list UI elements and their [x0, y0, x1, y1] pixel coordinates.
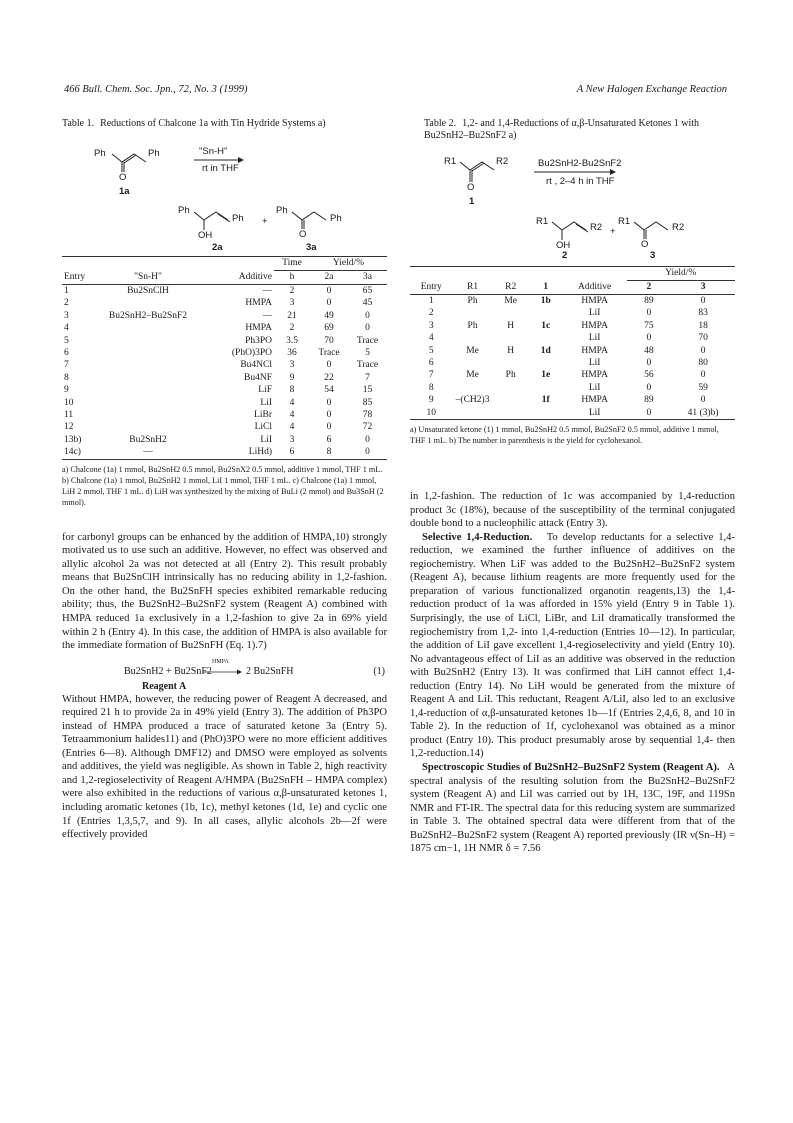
table1-footnotes: a) Chalcone (1a) 1 mmol, Bu2SnH2 0.5 mmol, Bu2SnX2 0.5 mmol, additive 1 mmol, THF 1 mL. b) Chalcone (1a) 1 mmol, Bu2SnH2 1 mmol, LiI 1 mmol, THF 1 mL. c) Chalcone (1a) 1 mmol, LiH 2 mmol, THF 1 mL. d) LiH was synthesized by the mixing of BuLi (2 mmol) and Bu3SnH (2 mmol). [62, 464, 384, 507]
table2-cell-k: 1c [541, 320, 551, 331]
table1-cell-snh [102, 347, 194, 359]
table1-label: Table 1. [62, 118, 95, 129]
table2-cell-entry: 4 [428, 333, 434, 344]
table2-cell-y3: 18 [698, 320, 708, 331]
table2-cell-y3: 59 [698, 382, 708, 393]
table1-cell-time: 3 [289, 298, 295, 309]
table1-head-snh: "Sn-H" [102, 271, 194, 285]
table2-cell-entry: 9 [428, 395, 434, 406]
table2-cell-y3: 70 [698, 333, 708, 344]
table1-row [62, 409, 387, 421]
p2-ph-right: Ph [232, 213, 244, 224]
table2-row [410, 357, 735, 369]
table2-cell-k: 1f [541, 395, 550, 406]
reaction-conditions: rt in THF [202, 163, 239, 174]
p2-label-2a: 2a [212, 242, 223, 253]
table1-cell-y2: Trace [318, 348, 340, 359]
right-body [410, 490, 735, 856]
table2-head-r1: R1 [453, 281, 493, 295]
table1-head-2a: 2a [310, 271, 348, 285]
table2-cell-additive: HMPA [581, 370, 608, 381]
table1-row [62, 397, 387, 409]
table1-row [62, 285, 387, 298]
p3b-r2: R2 [672, 222, 685, 233]
table1-cell-snh: Bu2SnH2–Bu2SnF2 [108, 310, 188, 321]
table2-head-r2: R2 [493, 281, 529, 295]
table1-head-3a: 3a [348, 271, 387, 285]
eq-arrow [203, 668, 243, 676]
table1-cell-y2: 0 [326, 286, 332, 296]
p2-oh: OH [198, 230, 213, 241]
table1-cell-additive: LiHd) [194, 446, 274, 459]
table2-cell-y2: 0 [627, 407, 672, 420]
table2-cell-additive: LiI [563, 407, 627, 420]
table2-head-3: 3 [671, 281, 735, 295]
table1-cell-entry: 8 [64, 372, 69, 383]
p2b-r2: R2 [590, 222, 603, 233]
table1-head-h: h [274, 271, 310, 285]
left-body [62, 531, 387, 842]
table2-cell-r1: Me [466, 345, 479, 356]
table1-cell-additive: HMPA [245, 323, 272, 334]
sm2-label-1: 1 [469, 196, 475, 207]
eq-reagent-a: Reagent A [142, 680, 187, 692]
p3-label-3a: 3a [306, 242, 317, 253]
p3-ph-right: Ph [330, 213, 342, 224]
table1-head-yield: Yield/% [310, 257, 387, 271]
section-body-14-reduction: To develop reductants for a selective 1,4-reduction, we examined the further influence of additives on the regiochemistry. When LiF was added to the Bu2SnH2–Bu2SnF2 system (Reagent A), because lithium reagents are more frequently used for the preparation of various functionalized organotin reagents,13) the 1,4-reduction product of 1a was afforded in 15% yield (Entry 9 in Table 1). Surprisingly, the use of LiCl, LiBr, and LiI dramatically transformed the regiochemistry from 1,2- into 1,4-reduction (Entries 10—12). In particular, the addition of LiI gave excellent 1,4-regioselectivity and yield (Entry 10). No advantageous effect of LiI as an additive was observed in the reduction with Bu2SnH2 (Entry 13). It was confirmed that LiH cannot effect 1,4-reduction (Entry 14). No LiH would be generated from the mixture of Reagent A and LiI. This reductant, Reagent A/LiI, also led to an exclusive 1,4-reduction of α,β-unsaturated ketones 1b—1f (Entries 2,4,6, 8, and 10 in Table 2). In the reduction of 1f, cyclohexanol was obtained as a minor product (Entry 10). This product presumably arose by sequential 1,4- then 1,2-reduction.14) [410, 531, 735, 760]
table2-cell-k: 1d [540, 345, 551, 356]
table2-cell-r1 [453, 382, 493, 394]
table2-cell-k [529, 307, 563, 319]
table1-cell-snh [102, 322, 194, 334]
table2-cell-y2: 0 [646, 358, 652, 369]
sm2-oxygen: O [467, 182, 475, 193]
table1-cell-snh [102, 421, 194, 433]
sm-oxygen: O [119, 172, 127, 183]
table2-cell-additive: LiI [588, 308, 601, 319]
table2-row [410, 295, 735, 308]
table1-row [62, 421, 387, 433]
table1-cell-time: 3 [289, 434, 295, 445]
sm-ph-left: Ph [94, 148, 106, 159]
table1-cell-additive: LiF [258, 385, 272, 396]
table1-cell-time: 9 [289, 372, 295, 383]
p2b-oh: OH [556, 240, 571, 251]
equation-1 [62, 653, 387, 693]
table2-cell-y2: 89 [644, 296, 654, 306]
table1-cell-snh [102, 409, 194, 421]
table2-row [410, 320, 735, 332]
sm2-r1: R1 [444, 156, 457, 167]
table2-cell-additive: HMPA [581, 296, 608, 306]
table2-row [410, 407, 735, 420]
table1-cell-time: 2 [289, 323, 295, 334]
table1-cell-additive: LiI [260, 397, 272, 408]
table1-cell-entry: 14c) [62, 446, 102, 459]
scheme-plus: + [262, 216, 268, 227]
table2-cell-k: 1b [540, 296, 551, 306]
table1-row [62, 310, 387, 322]
table2-cell-r2: Ph [505, 370, 516, 381]
table2-cell-y2: 56 [644, 370, 654, 381]
table2-head-entry: Entry [410, 281, 453, 295]
table2-head-2: 2 [627, 281, 672, 295]
table2-scheme [410, 142, 735, 260]
table2-cell-r2: H [507, 320, 515, 331]
left-column [62, 118, 387, 842]
table1-cell-time: 6 [274, 446, 310, 459]
left-paragraph-1: for carbonyl groups can be enhanced by the addition of HMPA,10) strongly motivated us to use such an additive. However, no effect was observed and allylic alcohol 2a was not detected at all (Entry 2). This result probably means that Bu2SnClH intrinsically has no reducing ability in 1,2-fashion. On the other hand, the Bu2SnFH species exhibited remarkable reducing ability; thus, the Bu2SnH2–Bu2SnF2 system (Reagent A) combined with HMPA reduced 1a exclusively in a 1,2-fashion to give 2a in 69% yield within 2 h (Entry 4). In this case, the addition of HMPA is also available for the immediate formation of Bu2SnFH (Eq. 1).7) [62, 531, 387, 652]
table2-cell-k [529, 382, 563, 394]
table1-cell-y2: 54 [324, 385, 334, 396]
table1-cell-entry: 5 [64, 335, 69, 346]
table2-data [410, 266, 735, 420]
table2-cell-y3: 0 [700, 296, 706, 306]
table2-footnotes: a) Unsaturated ketone (1) 1 mmol, Bu2SnH2 0.5 mmol, Bu2SnF2 0.5 mmol, additive 1 mmol, THF 1 mL. b) The number in parenthesis is the yield for cyclohexanol. [410, 425, 719, 446]
running-header-left: 466 Bull. Chem. Soc. Jpn., 72, No. 3 (1999) [64, 84, 248, 95]
table2-header-row1 [410, 267, 735, 281]
eq-condition: HMPA [212, 658, 229, 665]
eq-number: (1) [373, 665, 385, 677]
table1-cell-entry: 4 [64, 323, 69, 334]
table1-head-additive: Additive [194, 271, 274, 285]
table1-data [62, 256, 387, 460]
table2-cell-additive: LiI [588, 358, 601, 369]
table2-cell-k [529, 357, 563, 369]
table2-cell-r1 [453, 407, 493, 420]
table2-caption [410, 118, 735, 142]
table2-cell-entry: 7 [428, 370, 434, 381]
table1-cell-entry: 7 [64, 360, 69, 371]
table1-cell-additive: — [262, 286, 272, 296]
table1-cell-time: 36 [287, 348, 297, 359]
table2-row [410, 332, 735, 344]
table2-body [410, 295, 735, 420]
table1-cell-time: 2 [289, 286, 295, 296]
table2-cell-y2: 0 [646, 333, 652, 344]
table1-cell-y2: 0 [326, 360, 332, 371]
table1-cell-y3: 5 [365, 348, 370, 359]
table2-cell-k [529, 407, 563, 420]
table1-row [62, 434, 387, 446]
table1-cell-y2: 8 [310, 446, 348, 459]
table2-head-1: 1 [529, 281, 563, 295]
right-paragraph-2 [410, 531, 735, 761]
table1-row [62, 322, 387, 334]
table2-cell-r1 [453, 307, 493, 319]
table1-cell-y3: 78 [362, 410, 373, 421]
table2-cell-y2: 89 [644, 395, 654, 406]
right-paragraph-1: in 1,2-fashion. The reduction of 1c was accompanied by 1,4-reduction product 3c (18%), because of the susceptibility of the terminal conjugated double bond to a nucleophilic attack (Entry 3). [410, 491, 735, 530]
p2b-r1: R1 [536, 216, 549, 227]
table1-caption [62, 118, 387, 130]
table1-cell-y3: 0 [365, 434, 370, 445]
table2-cell-entry: 6 [428, 358, 434, 369]
table1-cell-time: 4 [289, 410, 295, 421]
table1-cell-y2: 22 [324, 372, 334, 383]
table2-cell-r2 [493, 307, 529, 319]
reagent-bu2snh2-bu2snf2: Bu2SnH2-Bu2SnF2 [538, 158, 622, 169]
table2-cell-entry: 5 [428, 345, 434, 356]
left-paragraph-2: Without HMPA, however, the reducing power of Reagent A decreased, and required 21 h to provide 2a in 49% yield (Entry 3). The addition of Ph3PO instead of HMPA produced a trace of saturated ketone 3a (Entry 5). Tetraammonium halides11) and (PhO)3PO were no more efficient additives (Entries 6—8). Although DMF12) and DMSO were employed as solvents and additives, the yield was negligible. As shown in Table 2, high reactivity and 1,2-regioselectivity of Reagent A/HMPA (Bu2SnFH – HMPA complex) were also exhibited in the reductions of various α,β-unsaturated ketones 1, including aromatic ketones (1b, 1c), methyl ketones (1d, 1e) and cyclic one 1f (Entries 1,3,5,7, and 9). In all cases, allylic alcohols 2b—2f were effectively provided [62, 693, 387, 841]
right-column [410, 118, 735, 856]
table2-cell-r1 [453, 332, 493, 344]
scheme2-plus: + [610, 226, 616, 237]
table2-cell-r2 [493, 407, 529, 420]
table2-cell-y3: 0 [700, 345, 706, 356]
table1-cell-additive: LiCl [254, 422, 272, 433]
sm-ph-right: Ph [148, 148, 160, 159]
table2-row [410, 394, 735, 406]
table1-cell-y3: Trace [356, 335, 379, 346]
table1-cell-y3: 72 [362, 422, 373, 433]
reaction-conditions-2: rt , 2–4 h in THF [546, 176, 615, 187]
table1-cell-y3: 15 [362, 385, 373, 396]
p2b-label-2: 2 [562, 250, 568, 261]
table2-cell-y3: 80 [698, 358, 708, 369]
table2-cell-entry: 10 [410, 407, 453, 420]
table1-cell-snh [102, 359, 194, 371]
table2-cell-r2 [493, 357, 529, 369]
table1-cell-entry: 13b) [64, 434, 82, 445]
p2-ph-left: Ph [178, 205, 190, 216]
table2-row [410, 307, 735, 319]
table1-row [62, 359, 387, 371]
table2-cell-r1: Me [466, 370, 479, 381]
table1-row [62, 384, 387, 396]
table1-cell-y3: 85 [362, 397, 373, 408]
table1-cell-y3: 65 [362, 286, 373, 296]
table1-cell-additive: — [262, 310, 272, 321]
table1-cell-y2: 0 [326, 422, 332, 433]
table2-cell-additive: LiI [588, 333, 601, 344]
table2-row [410, 369, 735, 381]
table2-cell-y3: 0 [700, 395, 706, 406]
eq-right-side: 2 Bu2SnFH [246, 665, 294, 677]
table2-cell-additive: HMPA [581, 395, 608, 406]
table2-cell-entry: 8 [428, 382, 434, 393]
table2-cell-additive: HMPA [581, 345, 608, 356]
table2-cell-y2: 0 [646, 382, 652, 393]
table2-row [410, 345, 735, 357]
table1-header-row1 [62, 257, 387, 271]
table1-cell-time: 3 [289, 360, 295, 371]
table2-label: Table 2. [424, 118, 457, 129]
table1-cell-y3: 0 [348, 446, 387, 459]
table1-row [62, 297, 387, 309]
p3b-oxygen: O [641, 239, 649, 250]
table1-cell-entry: 12 [64, 422, 74, 433]
table2-cell-k [529, 332, 563, 344]
table1-cell-entry: 3 [64, 310, 69, 321]
table1-row [62, 446, 387, 459]
table1-cell-y3: 0 [365, 323, 370, 334]
table1-cell-y2: 70 [324, 335, 334, 346]
table1-cell-time: 4 [289, 422, 295, 433]
running-header-right: A New Halogen Exchange Reaction [576, 84, 727, 95]
table1-row [62, 372, 387, 384]
sm-label-1a: 1a [119, 186, 130, 197]
section-heading-14-reduction: Selective 1,4-Reduction. [422, 531, 533, 543]
table1-cell-additive: Bu4NCl [240, 360, 272, 371]
table1-cell-snh [102, 397, 194, 409]
table2-cell-additive: LiI [588, 382, 601, 393]
table1-cell-y2: 6 [326, 434, 332, 445]
table2-cell-k: 1e [541, 370, 551, 381]
table2-header-row2 [410, 281, 735, 295]
table1-cell-time: 21 [287, 310, 297, 321]
table1-cell-y3: Trace [356, 360, 379, 371]
table1-cell-snh: Bu2SnH2 [129, 434, 167, 445]
eq-left-side: Bu2SnH2 + Bu2SnF2 [124, 665, 212, 677]
table1-cell-entry: 9 [64, 385, 69, 396]
table1-cell-y2: 0 [326, 410, 332, 421]
table1-cell-y2: 0 [326, 397, 332, 408]
table2-cell-y2: 0 [646, 308, 652, 319]
table2-cell-r2 [493, 394, 529, 406]
table1-cell-snh [102, 335, 194, 347]
sm2-r2: R2 [496, 156, 509, 167]
table2-cell-entry: 2 [428, 308, 434, 319]
table1-row [62, 347, 387, 359]
table1-cell-snh: Bu2SnClH [127, 286, 169, 296]
table1-cell-entry: 2 [64, 298, 69, 309]
table1-cell-snh: — [102, 446, 194, 459]
table1-cell-y2: 69 [324, 323, 334, 334]
table1-cell-time: 8 [289, 385, 295, 396]
table1-cell-y2: 49 [324, 310, 334, 321]
table2-cell-r2: Me [504, 296, 518, 306]
table1-cell-y3: 45 [362, 298, 373, 309]
table2-head-yield: Yield/% [627, 267, 735, 281]
p3-ph-left: Ph [276, 205, 288, 216]
p3b-r1: R1 [618, 216, 631, 227]
table1-cell-additive: Ph3PO [245, 335, 272, 346]
table2-title: 1,2- and 1,4-Reductions of α,β-Unsaturated Ketones 1 with Bu2SnH2–Bu2SnF2 a) [424, 118, 700, 141]
p3-oxygen: O [299, 229, 307, 240]
table2-cell-additive: HMPA [581, 320, 608, 331]
table1-cell-time: 4 [289, 397, 295, 408]
table1-cell-snh [102, 372, 194, 384]
table2-cell-y3: 0 [700, 370, 706, 381]
table2-cell-y2: 48 [644, 345, 654, 356]
table1-head-entry: Entry [62, 271, 102, 285]
table1-scheme [62, 130, 387, 242]
table1-body [62, 285, 387, 460]
table1-cell-additive: (PhO)3PO [231, 348, 272, 359]
table2-cell-r2: H [507, 345, 515, 356]
table2-cell-r2 [493, 382, 529, 394]
table2-cell-r2 [493, 332, 529, 344]
table1-head-time: Time [274, 257, 310, 271]
table1-cell-additive: HMPA [245, 298, 272, 309]
table1-title: Reductions of Chalcone 1a with Tin Hydride Systems a) [100, 118, 326, 129]
table2-cell-r1: Ph [467, 296, 478, 306]
table1-cell-y3: 7 [365, 372, 370, 383]
table1-cell-time: 3.5 [286, 335, 298, 346]
table1-header-row2 [62, 271, 387, 285]
table1-cell-additive: Bu4NF [244, 372, 272, 383]
table1-cell-snh [102, 384, 194, 396]
table1-row [62, 335, 387, 347]
table1-cell-entry: 6 [64, 348, 69, 359]
table1-cell-entry: 10 [64, 397, 74, 408]
section-body-spectroscopic: A spectral analysis of the resulting solution from the Bu2SnH2–Bu2SnF2 system (Reagent A) and LiI was carried out by 1H, 13C, 19F, and 119Sn NMR and FT-IR. The spectral data for this reducing system are summarized in Table 3. The obtained spectral data were different from that of the Bu2SnH2–Bu2SnF2 system (Reagent A) reported previously (IR ν(Sn–H) = 1875 cm−1, 1H NMR δ = 7.56 [410, 762, 735, 855]
table2-cell-entry: 3 [428, 320, 434, 331]
table1-cell-snh [102, 297, 194, 309]
table2-cell-entry: 1 [428, 296, 434, 306]
table2-cell-y2: 75 [644, 320, 654, 331]
table1-cell-additive: LiI [260, 434, 272, 445]
table1-cell-y3: 0 [365, 310, 370, 321]
table2-cell-r1 [453, 357, 493, 369]
table1-cell-entry: 11 [64, 410, 74, 421]
section-heading-spectroscopic: Spectroscopic Studies of Bu2SnH2–Bu2SnF2 System (Reagent A). [422, 762, 720, 773]
p3b-label-3: 3 [650, 250, 656, 261]
table2-cell-r1: –(CH2)3 [455, 395, 490, 406]
right-paragraph-3 [410, 761, 735, 856]
table2-cell-y3: 83 [698, 308, 708, 319]
table2-head-additive: Additive [563, 281, 627, 295]
table1-cell-entry: 1 [64, 286, 69, 296]
table2-row [410, 382, 735, 394]
table2-cell-y3: 41 (3)b) [671, 407, 735, 420]
table2-cell-r1: Ph [467, 320, 478, 331]
table1-cell-y2: 0 [326, 298, 332, 309]
reagent-sn-h: "Sn-H" [199, 146, 228, 157]
table1-cell-additive: LiBr [254, 410, 272, 421]
